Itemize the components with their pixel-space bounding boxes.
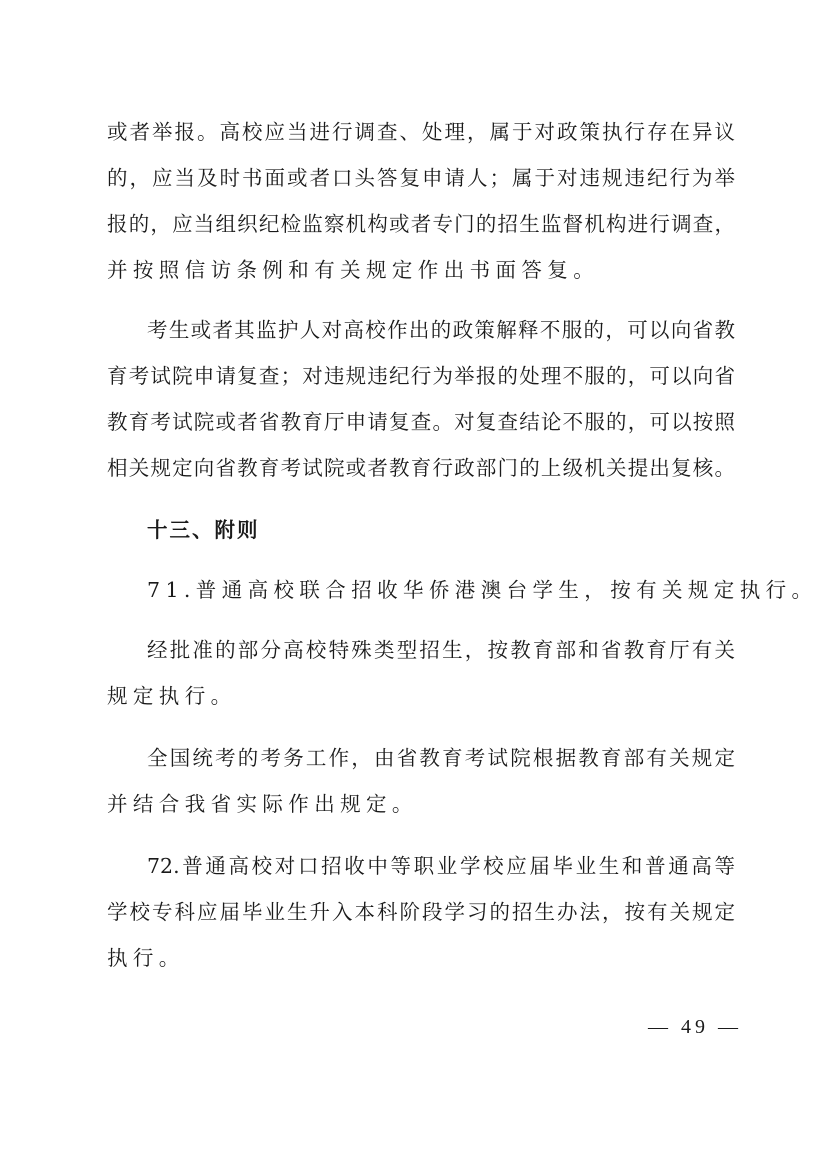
paragraph-line: 育考试院申请复查；对违规违纪行为举报的处理不服的，可以向省: [107, 364, 735, 388]
paragraph-line: 全国统考的考务工作，由省教育考试院根据教育部有关规定: [147, 746, 735, 770]
paragraph-line: 执行。: [107, 946, 185, 970]
paragraph-line: 教育考试院或者省教育厅申请复查。对复查结论不服的，可以按照: [107, 410, 735, 434]
paragraph-line: 的，应当及时书面或者口头答复申请人；属于对违规违纪行为举: [107, 166, 735, 190]
article-72: 72.普通高校对口招收中等职业学校应届毕业生和普通高等: [147, 854, 735, 878]
paragraph-line: 学校专科应届毕业生升入本科阶段学习的招生办法，按有关规定: [107, 900, 735, 924]
paragraph-line: 报的，应当组织纪检监察机构或者专门的招生监督机构进行调查，: [107, 212, 735, 236]
paragraph-line: 相关规定向省教育考试院或者教育行政部门的上级机关提出复核。: [107, 456, 735, 480]
page-number: — 49 —: [648, 1016, 742, 1038]
paragraph-line: 或者举报。高校应当进行调查、处理，属于对政策执行存在异议: [107, 120, 735, 144]
section-heading: 十三、附则: [147, 518, 260, 542]
paragraph-line: 并结合我省实际作出规定。: [107, 792, 418, 816]
paragraph-line: 并按照信访条例和有关规定作出书面答复。: [107, 258, 600, 282]
article-71: 71.普通高校联合招收华侨港澳台学生，按有关规定执行。: [147, 578, 818, 602]
paragraph-line: 考生或者其监护人对高校作出的政策解释不服的，可以向省教: [147, 318, 735, 342]
paragraph-line: 规定执行。: [107, 684, 237, 708]
paragraph-line: 经批准的部分高校特殊类型招生，按教育部和省教育厅有关: [147, 638, 735, 662]
